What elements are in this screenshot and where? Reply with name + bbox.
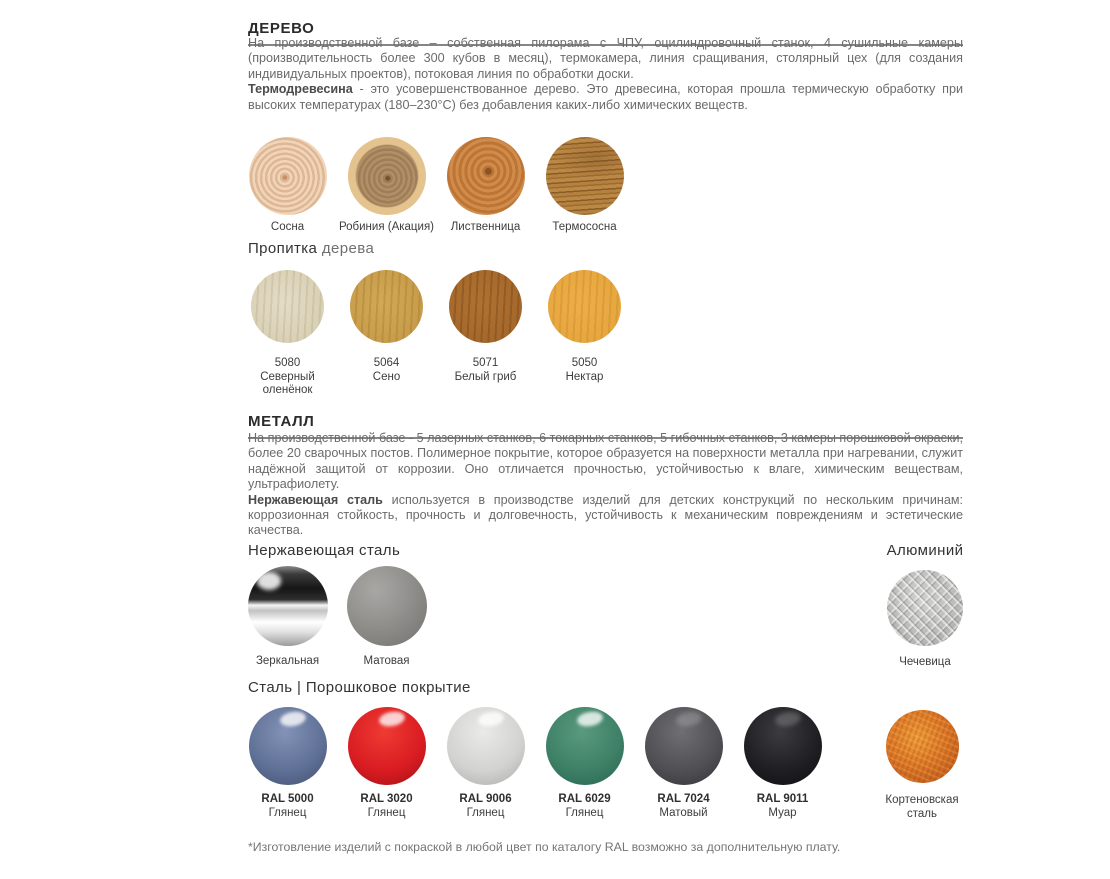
ral7024-code: RAL 7024 — [657, 793, 710, 805]
pine-swatch — [249, 137, 327, 215]
impregnation-5080 — [238, 270, 337, 398]
robinia-label: Робиния (Акация) — [338, 221, 434, 233]
wood-paragraph-2: Термодревесина - это усовершенствованное дерево. Это древесина, которая прошла термическую обработку при высоких температурах (180–230°С) без добавления каких-либо химических веществ. — [248, 82, 963, 112]
impregnation-5050-swatch — [548, 270, 621, 343]
impregnation-5064-code: 5064 — [373, 357, 400, 369]
matte-steel-label: Матовая — [363, 655, 410, 667]
powder-ral3020 — [337, 707, 436, 820]
impregnation-5080-swatch — [251, 270, 324, 343]
matte-steel-swatch — [347, 566, 427, 646]
wood-sample-thermopine — [535, 137, 634, 235]
powder-ral9011 — [733, 707, 832, 820]
impregnation-5071-name: Белый гриб — [454, 370, 517, 383]
ral3020-finish: Глянец — [367, 806, 406, 819]
aluminum-sample — [875, 570, 975, 670]
ral6029-swatch — [546, 707, 624, 785]
impregnation-5064-name: Сено — [372, 370, 401, 383]
impregnation-5050-code: 5050 — [571, 357, 598, 369]
wood-sample-robinia — [337, 137, 436, 235]
ral9006-code: RAL 9006 — [459, 793, 512, 805]
ral6029-code: RAL 6029 — [558, 793, 611, 805]
ral-footnote: *Изготовление изделий с покраской в любой цвет по каталогу RAL возможно за дополнительную плату. — [248, 840, 841, 854]
mirror-steel-swatch — [248, 566, 328, 646]
metal-paragraph-2-lead: Нержавеющая сталь — [248, 492, 383, 507]
impregnation-title: Пропитка дерева — [248, 240, 375, 257]
thermopine-swatch — [546, 137, 624, 215]
powder-ral9006 — [436, 707, 535, 820]
impregnation-5064 — [337, 270, 436, 398]
wood-paragraph-2-lead: Термодревесина — [248, 82, 353, 97]
stainless-matte — [337, 566, 436, 669]
powder-coating-title: Сталь | Порошковое покрытие — [248, 679, 471, 696]
stainless-title: Нержавеющая сталь — [248, 542, 401, 559]
stainless-mirror — [238, 566, 337, 669]
powder-ral7024 — [634, 707, 733, 820]
ral5000-finish: Глянец — [268, 806, 307, 819]
ral3020-code: RAL 3020 — [360, 793, 413, 805]
wood-sample-larch — [436, 137, 535, 235]
ral9006-finish: Глянец — [466, 806, 505, 819]
ral5000-swatch — [249, 707, 327, 785]
powder-ral5000 — [238, 707, 337, 820]
ral9011-code: RAL 9011 — [756, 793, 809, 805]
impregnation-row — [238, 270, 634, 398]
robinia-swatch — [348, 137, 426, 215]
ral5000-code: RAL 5000 — [261, 793, 314, 805]
wood-section-text — [248, 36, 963, 113]
impregnation-5071-swatch — [449, 270, 522, 343]
wood-sample-pine — [238, 137, 337, 235]
ral9006-swatch — [447, 707, 525, 785]
wood-species-row — [238, 137, 634, 235]
aluminum-title: Алюминий — [886, 542, 964, 559]
ral3020-swatch — [348, 707, 426, 785]
larch-label: Лиственница — [450, 221, 521, 233]
metal-section-text — [248, 431, 963, 539]
impregnation-5071-code: 5071 — [472, 357, 499, 369]
powder-ral6029 — [535, 707, 634, 820]
checker-plate-swatch — [887, 570, 963, 646]
impregnation-5071 — [436, 270, 535, 398]
impregnation-5080-code: 5080 — [274, 357, 301, 369]
corten-swatch — [886, 710, 959, 783]
impregnation-5050 — [535, 270, 634, 398]
thermopine-label: Термососна — [552, 221, 617, 233]
metal-paragraph-1: На производственной базе - 5 лазерных станков, 6 токарных станков, 5 гибочных станков, 3 камеры порошковой окраски, более 20 сварочных постов. Полимерное покрытие, которое образуется на поверхности металла при нагревании, служит надёжной защитой от коррозии. Оно отличается прочностью, устойчивостью к влаге, химическим веществам, ультрафиолету. — [248, 431, 963, 492]
impregnation-5080-name: Северный оленёнок — [260, 370, 315, 396]
impregnation-5064-swatch — [350, 270, 423, 343]
ral7024-swatch — [645, 707, 723, 785]
corten-sample — [872, 710, 972, 821]
ral7024-finish: Матовый — [659, 806, 708, 819]
larch-swatch — [447, 137, 525, 215]
metal-section-title: МЕТАЛЛ — [248, 413, 963, 439]
checker-plate-label: Чечевица — [899, 656, 951, 668]
mirror-steel-label: Зеркальная — [255, 655, 320, 667]
stainless-row — [238, 566, 436, 669]
corten-label: Кортеновская сталь — [885, 794, 959, 820]
impregnation-5050-name: Нектар — [565, 370, 604, 383]
wood-section-title: ДЕРЕВО — [248, 20, 963, 46]
ral9011-swatch — [744, 707, 822, 785]
wood-paragraph-1: На производственной базе – собственная пилорама с ЧПУ, оцилиндровочный станок, 4 сушильные камеры (производительность более 300 кубов в месяц), термокамера, линия сращивания, столярный цех (для создания индивидуальных проектов), потоковая линия по обработки доски. — [248, 36, 963, 81]
ral6029-finish: Глянец — [565, 806, 604, 819]
ral9011-finish: Муар — [768, 806, 797, 819]
pine-label: Сосна — [270, 221, 305, 233]
powder-coating-row — [238, 707, 832, 820]
metal-paragraph-2: Нержавеющая сталь используется в производстве изделий для детских конструкций по нескольким причинам: коррозионная стойкость, прочность и долговечность, устойчивость к механическим повреждениям и эстетические качества. — [248, 492, 963, 538]
